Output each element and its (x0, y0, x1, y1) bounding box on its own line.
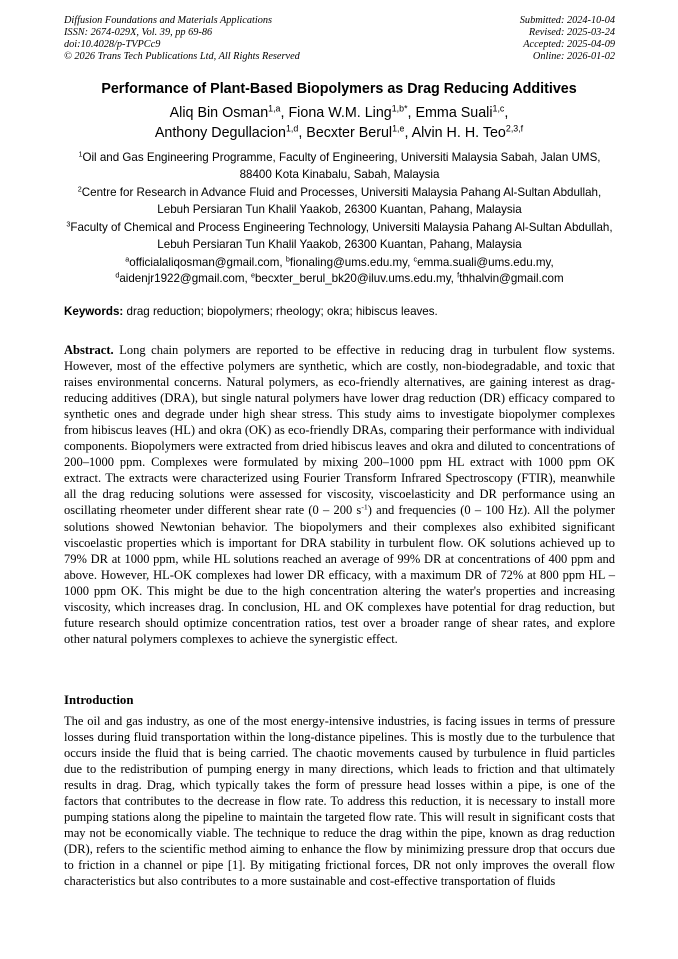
author-list: Aliq Bin Osman$^{1,a}$, Fiona W.M. Ling$^{1,b*}$, Emma Suali$^{1,c}$, Anthony Degullacion$^{1,d}$, Becxter Berul$^{1,e}$, Alvin H. H. Teo$^{2,3,f}$ (154, 103, 524, 141)
journal-copyright: © 2026 Trans Tech Publications Ltd, All Rights Reserved (64, 51, 300, 62)
date-submitted: Submitted: 2024-10-04 (519, 15, 615, 26)
author: Fiona W.M. Ling$^{1,b*}$ (288, 103, 408, 121)
date-accepted: Accepted: 2025-04-09 (523, 39, 615, 50)
abstract: Abstract. Long chain polymers are reported to be effective in reducing drag in turbulent flow systems. However, most of the effective polymers are synthetic, which are costly, non-biodegradable, and toxic that raises environmental concerns. Natural polymers, as eco-friendly alternatives, are gaining interest as drag-reducing additives (DRA), but single natural polymers have lower drag reduction (DR) efficacy compared to synthetic ones and degrade under high shear stress. This study aims to investigate biopolymer complexes from hibiscus leaves (HL) and okra (OK) as eco-friendly DRAs, comparing their performance with individual components. Biopolymers were extracted from dried hibiscus leaves and okra and diluted to concentrations of 200–1000 ppm. Complexes were formulated by mixing 200–1000 ppm HL extract with 1000 ppm OK extract. The extracts were characterized using Fourier Transform Infrared Spectroscopy (FTIR), meanwhile all the drag reducing solutions were assessed for viscosity, viscoelasticity and DR performance using an oscillating rheometer under different shear rate (0 – 200 $s^{-1}$) and frequencies (0 – 100 Hz). All the polymer solutions showed Newtonian behavior. The biopolymers and their complexes also exhibited significant viscoelastic properties which is important for DRA stability in turbulent flow. OK solutions achieved up to 79% DR at 1000 ppm, while HL solutions reached an average of 99% DR at concentrations of 400 ppm and above. However, HL-OK complexes had lower DR efficacy, with a maximum DR of 72% at 800 ppm HL – 1000 ppm OK. This might be due to the high concentration altering the water's properties and increasing viscosity, which increases drag. In conclusion, HL and OK complexes have potential for drag reduction, but future research should optimize concentration ratios, test over a broader range of shear rates, and explore other natural polymers complexes to achieve the synergistic effect. (64, 343, 616, 646)
abstract-label: Abstract. (64, 343, 114, 357)
keywords-label: Keywords: (64, 305, 124, 318)
keywords (64, 305, 438, 318)
journal-doi: doi:10.4028/p-TVPCc9 (64, 39, 161, 50)
affiliation-1: $^1$Oil and Gas Engineering Programme, Faculty of Engineering, Universiti Malaysia Sabah, Jalan UMS, 88400 Kota Kinabalu, Sabah, Malaysia (78, 149, 601, 181)
email[interactable]: $^c$emma.suali@ums.edu.my (413, 254, 551, 269)
date-online: Online: 2026-01-02 (532, 51, 615, 62)
author: Anthony Degullacion$^{1,d}$ (154, 123, 299, 141)
section-heading-introduction: Introduction (64, 693, 134, 707)
author: Alvin H. H. Teo$^{2,3,f}$ (411, 123, 524, 141)
author: Aliq Bin Osman$^{1,a}$ (169, 103, 281, 121)
paper-title: Performance of Plant-Based Biopolymers as Drag Reducing Additives (101, 81, 577, 97)
email[interactable]: $^f$thhalvin@gmail.com (457, 270, 564, 285)
journal-issn: ISSN: 2674-029X, Vol. 39, pp 69-86 (64, 27, 213, 38)
journal-header-right (520, 15, 615, 63)
introduction-paragraph: The oil and gas industry, as one of the most energy-intensive industries, is facing issues in terms of pressure losses during fluid transportation within the long-distance pipelines. This is mostly due to the turbulence that occurs inside the fluid that is being carried. The chaotic movements caused by turbulence in fluid particles due to the redistribution of pumping energy in many directions, which leads to friction and that ultimately results in drag. Drag, which typically takes the form of pressure head losses within a pipe, is one of the factors that contributes to the decrease in flow rate. To address this reduction, it is necessary to install more pumping stations along the pipeline to maintain the targeted flow rate. This will result in significant costs that may not be economically viable. The technique to reduce the drag within the pipe, known as drag reduction (DR), refers to the scientific method aiming to enhance the flow by minimizing pressure drop that occurs due to friction in a channel or pipe [1]. By mitigating frictional forces, DR not only improves the overall flow characteristics but also contributes to a more sustainable and cost-effective transportation of fluids (64, 714, 615, 889)
author: Emma Suali$^{1,c}$ (415, 103, 505, 121)
email[interactable]: $^a$officialaliqosman@gmail.com (125, 254, 280, 269)
affiliation-2: $^2$Centre for Research in Advance Fluid and Processes, Universiti Malaysia Pahang Al-Sultan Abdullah, Lebuh Persiaran Tun Khalil Yaakob, 26300 Kuantan, Pahang, Malaysia (77, 184, 602, 216)
author-emails: $^a$officialaliqosman@gmail.com, $^b$fionaling@ums.edu.my, $^c$emma.suali@ums.edu.my, $^d$aidenjr1922@gmail.com, $^e$becxter_berul_bk20@iluv.ums.edu.my, $^f$thhalvin@gmail.com (115, 254, 564, 285)
keywords-text: drag reduction; biopolymers; rheology; okra; hibiscus leaves. (126, 305, 438, 318)
journal-name: Diffusion Foundations and Materials Applications (64, 15, 273, 26)
affiliation-3: $^3$Faculty of Chemical and Process Engineering Technology, Universiti Malaysia Pahang Al-Sultan Abdullah, Lebuh Persiaran Tun Khalil Yaakob, 26300 Kuantan, Pahang, Malaysia (66, 219, 613, 251)
email[interactable]: $^d$aidenjr1922@gmail.com (115, 270, 245, 285)
email[interactable]: $^b$fionaling@ums.edu.my (285, 254, 408, 269)
journal-header-left (64, 15, 300, 63)
date-revised: Revised: 2025-03-24 (528, 27, 615, 38)
email[interactable]: $^e$becxter_berul_bk20@iluv.ums.edu.my (250, 270, 451, 285)
author: Becxter Berul$^{1,e}$ (306, 123, 405, 141)
